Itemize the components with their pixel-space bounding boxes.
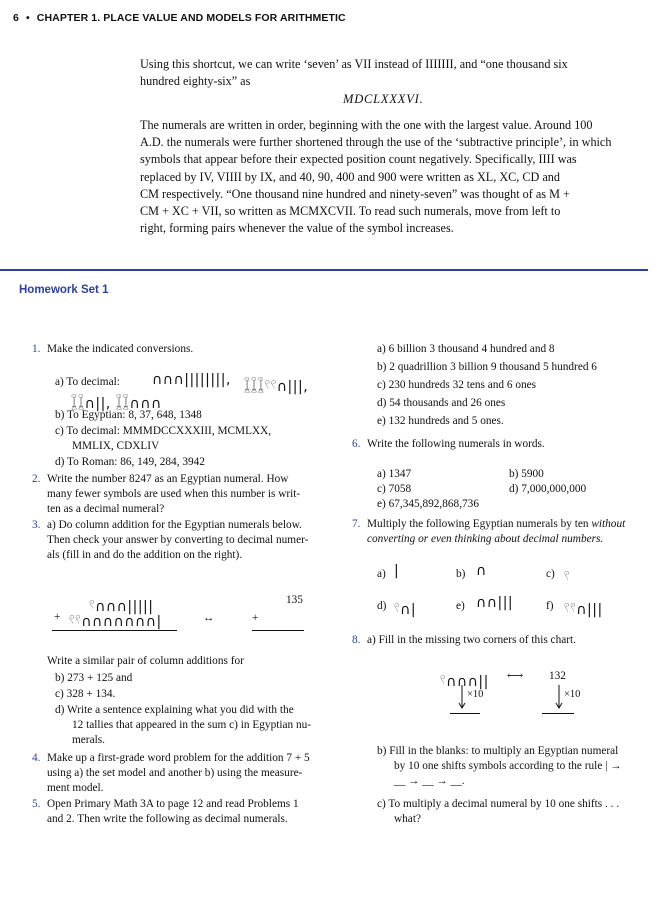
problem-7c-label: c): [546, 568, 555, 580]
intro-line: hundred eighty-six” as: [140, 74, 251, 89]
problem-5-text: [47, 797, 332, 827]
egyptian-numeral: |: [394, 563, 400, 579]
problem-3b: b) 273 + 125 and: [55, 672, 133, 684]
problem-7f-label: f): [546, 600, 554, 612]
problem-5a: a) 6 billion 3 thousand 4 hundred and 8: [377, 343, 555, 355]
intro-line: CM respectively. “One thousand nine hundred and ninety-seven” was thought of as M +: [140, 186, 570, 201]
chapter-title: CHAPTER 1. PLACE VALUE AND MODELS FOR ARITHMETIC: [36, 12, 346, 24]
problem-1-number: 1.: [32, 343, 41, 355]
sum-line: [52, 630, 177, 631]
rule-blanks: __ → __ → __.: [394, 775, 465, 787]
problem-line: by 10 one shifts symbols according to the rule: [394, 760, 603, 772]
sum-line: [252, 630, 304, 631]
problem-8c: [377, 797, 649, 827]
plus-sign: +: [252, 612, 259, 624]
problem-6e: e) 67,345,892,868,736: [377, 498, 479, 510]
problem-3-similar: Write a similar pair of column additions for: [47, 655, 244, 667]
problem-line: ten as a decimal numeral?: [47, 503, 165, 515]
decimal-addend-top: 135: [286, 594, 303, 606]
homework-title: Homework Set 1: [19, 284, 109, 296]
problem-7b-label: b): [456, 568, 466, 580]
intro-paragraph-2: [140, 117, 647, 237]
header-bullet: •: [25, 12, 30, 24]
running-header: [13, 12, 346, 24]
problem-line: Write the number 8247 as an Egyptian numeral. How: [47, 473, 289, 485]
intro-line: Using this shortcut, we can write ‘seven’ as VII instead of IIIIIII, and “one thousand six: [140, 57, 568, 71]
blank-line: [450, 713, 480, 714]
intro-line: A.D. the numerals were further shortened through the use of the ‘subtractive principle’, in which: [140, 135, 612, 150]
problem-1-text: Make the indicated conversions.: [47, 343, 194, 355]
problem-line: Multiply the following Egyptian numerals by ten: [367, 518, 592, 530]
problem-8-number: 8.: [352, 634, 361, 646]
problem-6-text: Write the following numerals in words.: [367, 438, 545, 450]
intro-line: replaced by IV, VIIII by IX, and 40, 90, 400 and 900 were written as XL, XC, CD and: [140, 169, 560, 184]
plus-sign: +: [54, 611, 61, 623]
egyptian-numeral: 𓍢∩∩∩||: [440, 674, 489, 690]
egyptian-numeral: 𓆼𓆼𓆼𓍢𓍢∩|||,: [244, 379, 309, 395]
blank-line: [542, 713, 574, 714]
problem-1b: b) To Egyptian: 8, 37, 648, 1348: [55, 409, 202, 421]
problem-line: Open Primary Math 3A to page 12 and read Problems 1: [47, 798, 299, 810]
problem-line: what?: [394, 813, 421, 825]
egyptian-numeral: 𓍢𓍢∩|||: [564, 602, 603, 618]
problem-7-number: 7.: [352, 518, 361, 530]
problem-4-text: [47, 751, 332, 796]
problem-8b: [377, 744, 649, 789]
problem-5b: b) 2 quadrillion 3 billion 9 thousand 5 hundred 6: [377, 361, 597, 373]
problem-3-text: [47, 518, 329, 563]
problem-5c: c) 230 hundreds 32 tens and 6 ones: [377, 379, 537, 391]
egyptian-numeral: ∩: [476, 563, 487, 579]
intro-line: CM + XC + VII, so written as MCMXCVII. To read such numerals, move from left to: [140, 204, 561, 219]
emphasis: without: [591, 518, 626, 530]
egyptian-numeral: 𓆼𓆼∩||, 𓆼𓆼∩∩∩: [71, 396, 162, 412]
page-number: 6: [13, 12, 19, 24]
equivalence-arrow: ⟷: [507, 670, 524, 682]
section-divider: [0, 269, 648, 271]
egyptian-addend-top: 𓍢∩∩∩|||||: [89, 599, 154, 615]
problem-3-number: 3.: [32, 519, 41, 531]
problem-6c: c) 7058: [377, 483, 412, 495]
problem-line: many fewer symbols are used when this number is writ-: [47, 488, 301, 500]
problem-7d-label: d): [377, 600, 387, 612]
problem-line: Make up a first-grade word problem for the addition 7 + 5: [47, 752, 310, 764]
problem-5e: e) 132 hundreds and 5 ones.: [377, 415, 504, 427]
problem-8a: a) Fill in the missing two corners of this chart.: [367, 634, 576, 646]
equivalence-arrow: ↔: [203, 612, 215, 624]
problem-line: a) Do column addition for the Egyptian numerals below.: [47, 519, 302, 531]
problem-line: converting or even thinking about decimal numbers.: [367, 533, 604, 545]
egyptian-numeral: ∩∩∩||||||||,: [152, 372, 231, 388]
problem-1d: d) To Roman: 86, 149, 284, 3942: [55, 456, 205, 468]
egyptian-numeral: 𓍢∩|: [394, 602, 417, 618]
problem-6-number: 6.: [352, 438, 361, 450]
problem-5-number: 5.: [32, 798, 41, 810]
problem-4-number: 4.: [32, 752, 41, 764]
problem-5d: d) 54 thousands and 26 ones: [377, 397, 506, 409]
problem-2-number: 2.: [32, 473, 41, 485]
rule-start: | →: [605, 760, 622, 772]
times-ten-label: ×10: [564, 689, 581, 700]
times-ten-label: ×10: [467, 689, 484, 700]
problem-1a-label: a) To decimal:: [55, 376, 120, 388]
problem-line: using a) the set model and another b) using the measure-: [47, 767, 303, 779]
intro-line: right, forming pairs whenever the value of the symbol increases.: [140, 221, 454, 236]
problem-line: 12 tallies that appeared in the sum c) in Egyptian nu-: [72, 719, 312, 731]
problem-1c-line: c) To decimal: MMMDCCXXXIII, MCMLXX,: [55, 425, 272, 437]
problem-1c-line: MMLIX, CDXLIV: [72, 440, 160, 452]
intro-paragraph-1: [140, 56, 647, 90]
decimal-numeral: 132: [549, 670, 566, 682]
problem-3c: c) 328 + 134.: [55, 688, 116, 700]
egyptian-numeral: ∩∩|||: [476, 595, 514, 611]
roman-numeral-example: MDCLXXXVI.: [343, 92, 424, 106]
egyptian-numeral: 𓍢: [564, 570, 571, 586]
problem-6b: b) 5900: [509, 468, 544, 480]
problem-line: and 2. Then write the following as decimal numerals.: [47, 813, 288, 825]
problem-line: Then check your answer by converting to decimal numer-: [47, 534, 309, 546]
problem-line: als (fill in and do the addition on the right).: [47, 549, 243, 561]
problem-2-text: [47, 472, 329, 517]
intro-line: symbols that appear before their expected position count negatively. Specifically, IIII was: [140, 152, 577, 167]
egyptian-addend-bottom: 𓍢𓍢∩∩∩∩∩∩∩|: [69, 614, 162, 630]
problem-line: merals.: [72, 734, 105, 746]
problem-6d: d) 7,000,000,000: [509, 483, 587, 495]
intro-line: The numerals are written in order, beginning with the one with the largest value. Around 100: [140, 118, 593, 132]
problem-7-text: [367, 517, 649, 547]
problem-line: b) Fill in the blanks: to multiply an Egyptian numeral: [377, 745, 619, 757]
problem-line: d) Write a sentence explaining what you did with the: [55, 704, 294, 716]
problem-7e-label: e): [456, 600, 465, 612]
problem-3d: [55, 703, 335, 748]
problem-line: ment model.: [47, 782, 104, 794]
problem-7a-label: a): [377, 568, 386, 580]
problem-6a: a) 1347: [377, 468, 412, 480]
problem-line: c) To multiply a decimal numeral by 10 one shifts . . .: [377, 798, 620, 810]
